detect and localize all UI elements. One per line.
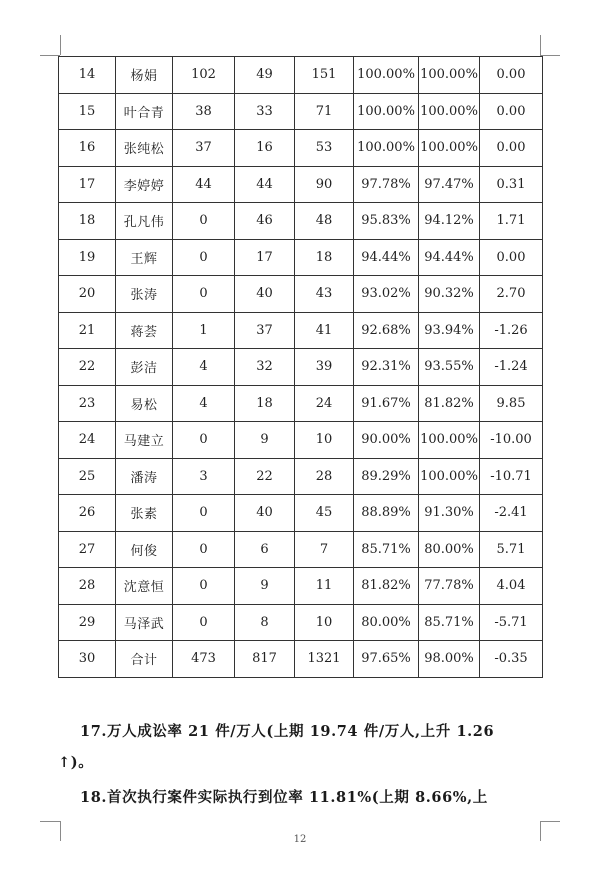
cell-value-total: 90 bbox=[295, 166, 354, 203]
cell-value-total: 10 bbox=[295, 604, 354, 641]
table-row bbox=[59, 276, 543, 313]
cell-value-b: 37 bbox=[235, 312, 295, 349]
statistics-table bbox=[58, 56, 543, 678]
cell-value-total: 41 bbox=[295, 312, 354, 349]
crop-mark-bottom-right-h bbox=[540, 821, 560, 822]
cell-rate-previous: 93.55% bbox=[419, 349, 480, 386]
paragraph-18-line-1: 18.首次执行案件实际执行到位率 11.81%(上期 8.66%,上 bbox=[80, 789, 488, 806]
cell-rank: 17 bbox=[59, 166, 116, 203]
cell-change: 2.70 bbox=[480, 276, 543, 313]
paragraph-17-line-2: ↑)。 bbox=[58, 754, 94, 771]
cell-value-a: 4 bbox=[173, 349, 235, 386]
cell-name: 张纯松 bbox=[116, 130, 173, 167]
cell-value-total: 24 bbox=[295, 385, 354, 422]
cell-value-b: 817 bbox=[235, 641, 295, 678]
cell-rate-current: 100.00% bbox=[354, 130, 419, 167]
cell-name: 沈意恒 bbox=[116, 568, 173, 605]
cell-value-total: 28 bbox=[295, 458, 354, 495]
cell-change: 9.85 bbox=[480, 385, 543, 422]
cell-change: -0.35 bbox=[480, 641, 543, 678]
cell-rate-previous: 85.71% bbox=[419, 604, 480, 641]
cell-rate-previous: 77.78% bbox=[419, 568, 480, 605]
cell-rate-previous: 100.00% bbox=[419, 93, 480, 130]
cell-value-a: 37 bbox=[173, 130, 235, 167]
cell-value-b: 32 bbox=[235, 349, 295, 386]
cell-value-b: 22 bbox=[235, 458, 295, 495]
cell-value-b: 44 bbox=[235, 166, 295, 203]
cell-change: 5.71 bbox=[480, 531, 543, 568]
cell-value-total: 53 bbox=[295, 130, 354, 167]
cell-value-b: 6 bbox=[235, 531, 295, 568]
cell-rank: 21 bbox=[59, 312, 116, 349]
cell-change: -2.41 bbox=[480, 495, 543, 532]
cell-name: 马泽武 bbox=[116, 604, 173, 641]
cell-change: -5.71 bbox=[480, 604, 543, 641]
cell-rank: 16 bbox=[59, 130, 116, 167]
cell-value-a: 1 bbox=[173, 312, 235, 349]
cell-rank: 30 bbox=[59, 641, 116, 678]
cell-rate-previous: 94.12% bbox=[419, 203, 480, 240]
cell-rate-current: 95.83% bbox=[354, 203, 419, 240]
cell-rank: 23 bbox=[59, 385, 116, 422]
cell-rate-previous: 91.30% bbox=[419, 495, 480, 532]
cell-change: 0.31 bbox=[480, 166, 543, 203]
cell-name: 张涛 bbox=[116, 276, 173, 313]
cell-value-a: 0 bbox=[173, 276, 235, 313]
cell-rate-current: 91.67% bbox=[354, 385, 419, 422]
table-row bbox=[59, 604, 543, 641]
cell-value-a: 44 bbox=[173, 166, 235, 203]
cell-value-total: 45 bbox=[295, 495, 354, 532]
cell-value-a: 0 bbox=[173, 239, 235, 276]
cell-name: 李婷婷 bbox=[116, 166, 173, 203]
cell-name: 孔凡伟 bbox=[116, 203, 173, 240]
cell-name: 张素 bbox=[116, 495, 173, 532]
cell-rate-current: 88.89% bbox=[354, 495, 419, 532]
cell-value-total: 71 bbox=[295, 93, 354, 130]
cell-change: 0.00 bbox=[480, 130, 543, 167]
cell-value-b: 16 bbox=[235, 130, 295, 167]
cell-rate-current: 92.68% bbox=[354, 312, 419, 349]
cell-rate-current: 90.00% bbox=[354, 422, 419, 459]
table-row bbox=[59, 495, 543, 532]
cell-value-a: 3 bbox=[173, 458, 235, 495]
cell-name: 易松 bbox=[116, 385, 173, 422]
cell-value-a: 0 bbox=[173, 604, 235, 641]
table-row bbox=[59, 531, 543, 568]
cell-rate-previous: 100.00% bbox=[419, 458, 480, 495]
cell-rank: 20 bbox=[59, 276, 116, 313]
page-number: 12 bbox=[293, 834, 307, 845]
cell-value-total: 1321 bbox=[295, 641, 354, 678]
cell-change: 0.00 bbox=[480, 57, 543, 94]
table-row bbox=[59, 568, 543, 605]
table-row bbox=[59, 641, 543, 678]
table-row bbox=[59, 349, 543, 386]
table-row bbox=[59, 130, 543, 167]
crop-mark-top-right-v bbox=[540, 35, 541, 55]
cell-name: 叶合青 bbox=[116, 93, 173, 130]
table-row bbox=[59, 166, 543, 203]
cell-change: 4.04 bbox=[480, 568, 543, 605]
cell-rate-current: 100.00% bbox=[354, 93, 419, 130]
cell-rate-current: 97.78% bbox=[354, 166, 419, 203]
cell-value-total: 10 bbox=[295, 422, 354, 459]
cell-rate-current: 97.65% bbox=[354, 641, 419, 678]
cell-value-a: 4 bbox=[173, 385, 235, 422]
cell-rate-current: 89.29% bbox=[354, 458, 419, 495]
cell-rank: 19 bbox=[59, 239, 116, 276]
cell-value-a: 102 bbox=[173, 57, 235, 94]
cell-rate-current: 100.00% bbox=[354, 57, 419, 94]
cell-rate-current: 94.44% bbox=[354, 239, 419, 276]
cell-value-b: 40 bbox=[235, 276, 295, 313]
paragraph-17-line-1: 17.万人成讼率 21 件/万人(上期 19.74 件/万人,上升 1.26 bbox=[80, 723, 495, 740]
cell-rank: 27 bbox=[59, 531, 116, 568]
cell-rank: 26 bbox=[59, 495, 116, 532]
cell-change: 1.71 bbox=[480, 203, 543, 240]
cell-value-a: 0 bbox=[173, 422, 235, 459]
cell-name: 彭洁 bbox=[116, 349, 173, 386]
cell-rank: 22 bbox=[59, 349, 116, 386]
cell-change: -10.71 bbox=[480, 458, 543, 495]
table-row bbox=[59, 203, 543, 240]
crop-mark-bottom-left-h bbox=[40, 821, 60, 822]
cell-rank: 15 bbox=[59, 93, 116, 130]
cell-name: 何俊 bbox=[116, 531, 173, 568]
cell-name: 合计 bbox=[116, 641, 173, 678]
cell-rank: 18 bbox=[59, 203, 116, 240]
cell-change: 0.00 bbox=[480, 93, 543, 130]
cell-value-b: 9 bbox=[235, 568, 295, 605]
cell-value-total: 18 bbox=[295, 239, 354, 276]
cell-rate-current: 92.31% bbox=[354, 349, 419, 386]
table-row bbox=[59, 312, 543, 349]
cell-rate-previous: 81.82% bbox=[419, 385, 480, 422]
cell-change: 0.00 bbox=[480, 239, 543, 276]
cell-rate-previous: 98.00% bbox=[419, 641, 480, 678]
cell-rate-current: 81.82% bbox=[354, 568, 419, 605]
cell-value-total: 151 bbox=[295, 57, 354, 94]
cell-value-a: 38 bbox=[173, 93, 235, 130]
cell-rate-previous: 93.94% bbox=[419, 312, 480, 349]
table-row bbox=[59, 239, 543, 276]
crop-mark-top-left-v bbox=[60, 35, 61, 55]
cell-value-total: 39 bbox=[295, 349, 354, 386]
cell-rate-previous: 90.32% bbox=[419, 276, 480, 313]
cell-value-total: 11 bbox=[295, 568, 354, 605]
cell-value-b: 49 bbox=[235, 57, 295, 94]
cell-value-a: 0 bbox=[173, 568, 235, 605]
cell-rank: 28 bbox=[59, 568, 116, 605]
cell-change: -10.00 bbox=[480, 422, 543, 459]
cell-rate-previous: 100.00% bbox=[419, 57, 480, 94]
cell-value-b: 9 bbox=[235, 422, 295, 459]
cell-name: 王辉 bbox=[116, 239, 173, 276]
cell-rate-previous: 94.44% bbox=[419, 239, 480, 276]
cell-rate-previous: 97.47% bbox=[419, 166, 480, 203]
cell-value-a: 0 bbox=[173, 531, 235, 568]
cell-change: -1.26 bbox=[480, 312, 543, 349]
cell-value-total: 7 bbox=[295, 531, 354, 568]
cell-name: 杨娟 bbox=[116, 57, 173, 94]
cell-name: 潘涛 bbox=[116, 458, 173, 495]
cell-rate-previous: 100.00% bbox=[419, 422, 480, 459]
cell-change: -1.24 bbox=[480, 349, 543, 386]
cell-value-b: 17 bbox=[235, 239, 295, 276]
cell-value-total: 48 bbox=[295, 203, 354, 240]
cell-value-b: 18 bbox=[235, 385, 295, 422]
crop-mark-top-right-h bbox=[540, 55, 560, 56]
cell-value-b: 33 bbox=[235, 93, 295, 130]
cell-value-a: 0 bbox=[173, 495, 235, 532]
cell-rate-current: 85.71% bbox=[354, 531, 419, 568]
table-row bbox=[59, 57, 543, 94]
cell-rate-current: 80.00% bbox=[354, 604, 419, 641]
cell-rank: 29 bbox=[59, 604, 116, 641]
cell-value-a: 0 bbox=[173, 203, 235, 240]
table-body bbox=[59, 57, 543, 678]
cell-name: 马建立 bbox=[116, 422, 173, 459]
cell-rate-current: 93.02% bbox=[354, 276, 419, 313]
cell-rank: 14 bbox=[59, 57, 116, 94]
cell-value-total: 43 bbox=[295, 276, 354, 313]
table-row bbox=[59, 458, 543, 495]
cell-value-b: 46 bbox=[235, 203, 295, 240]
table-row bbox=[59, 385, 543, 422]
table-row bbox=[59, 422, 543, 459]
cell-value-b: 8 bbox=[235, 604, 295, 641]
table-row bbox=[59, 93, 543, 130]
cell-value-a: 473 bbox=[173, 641, 235, 678]
crop-mark-top-left-h bbox=[40, 55, 60, 56]
cell-value-b: 40 bbox=[235, 495, 295, 532]
cell-name: 蒋荟 bbox=[116, 312, 173, 349]
cell-rate-previous: 100.00% bbox=[419, 130, 480, 167]
cell-rate-previous: 80.00% bbox=[419, 531, 480, 568]
cell-rank: 25 bbox=[59, 458, 116, 495]
cell-rank: 24 bbox=[59, 422, 116, 459]
